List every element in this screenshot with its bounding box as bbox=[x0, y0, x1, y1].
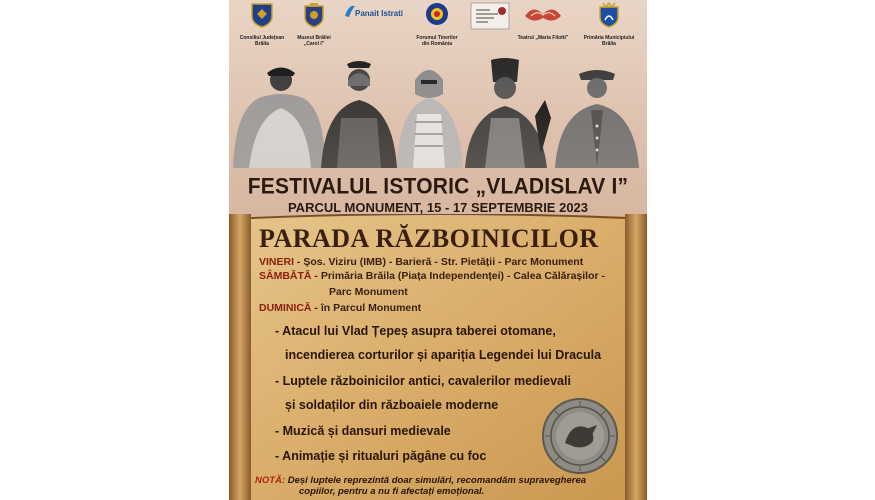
sponsor-label: Panait Istrati bbox=[355, 9, 404, 18]
sponsor-youth-forum bbox=[409, 2, 465, 47]
sponsor-label: Primăria Municipiului Brăila bbox=[583, 35, 635, 47]
county-crest-icon bbox=[250, 2, 274, 28]
theatre-logo-icon bbox=[521, 2, 565, 28]
program-item: - Animație și ritualuri păgâne cu foc bbox=[275, 449, 487, 463]
sponsor-label: Teatrul „Maria Filotti” bbox=[517, 35, 569, 41]
route-saturday bbox=[259, 270, 605, 282]
route-day: VINERI bbox=[259, 256, 295, 268]
route-text: - Șos. Viziru (IMB) - Barieră - Str. Pietății - Parc Monument bbox=[294, 256, 584, 268]
note-line2: copiilor, pentru a nu fi afectați emoțional. bbox=[299, 486, 485, 497]
festival-seal-icon bbox=[541, 397, 619, 475]
sponsor-museum bbox=[291, 2, 337, 47]
festival-subtitle: PARCUL MONUMENT, 15 - 17 SEPTEMBRIE 2023 bbox=[287, 200, 589, 215]
route-text: - Primăria Brăila (Piața Independenței) - Calea Călărașilor - bbox=[311, 270, 606, 282]
route-day: DUMINICĂ bbox=[259, 302, 312, 314]
sponsor-label: Muzeul Brăilei „Carol I” bbox=[297, 35, 331, 47]
youth-forum-logo-icon bbox=[425, 2, 449, 28]
route-sunday bbox=[259, 302, 421, 314]
sponsor-library bbox=[341, 2, 405, 17]
sponsor-county-council bbox=[237, 2, 287, 47]
note-tag: NOTĂ: bbox=[255, 475, 286, 486]
route-saturday-cont bbox=[329, 286, 408, 298]
safety-note bbox=[255, 475, 586, 497]
program-item: și soldaților din războaiele moderne bbox=[285, 398, 499, 412]
note-line1: Deși luptele reprezintă doar simulări, recomandăm supravegherea bbox=[285, 475, 587, 486]
program-item: - Luptele războinicilor antici, cavalerilor medievali bbox=[275, 374, 571, 388]
festival-title: FESTIVALUL ISTORIC „VLADISLAV I” bbox=[247, 174, 629, 199]
program-item: incendierea corturilor și apariția Legendei lui Dracula bbox=[285, 348, 602, 362]
sponsor-logos bbox=[229, 0, 647, 52]
route-day: SÂMBĂTĂ bbox=[259, 270, 312, 282]
festival-poster bbox=[229, 0, 647, 500]
route-text: Parc Monument bbox=[329, 286, 408, 298]
sponsor-label: Forumul Tinerilor din România bbox=[416, 35, 458, 47]
sponsor-association bbox=[469, 2, 511, 35]
parade-heading: PARADA RĂZBOINICILOR bbox=[259, 224, 599, 253]
association-logo-icon bbox=[470, 2, 510, 30]
sponsor-label: Consiliul Județean Brăila bbox=[239, 35, 285, 47]
reenactors-photo bbox=[229, 58, 647, 168]
museum-crest-icon bbox=[302, 2, 326, 28]
route-friday bbox=[259, 256, 583, 268]
city-hall-crest-icon bbox=[597, 2, 621, 28]
route-text: - în Parcul Monument bbox=[311, 302, 422, 314]
sponsor-city-hall bbox=[579, 2, 639, 47]
program-item: - Atacul lui Vlad Țepeș asupra taberei otomane, bbox=[275, 324, 556, 338]
sponsor-theatre bbox=[513, 2, 573, 41]
program-item: - Muzică și dansuri medievale bbox=[275, 424, 451, 438]
